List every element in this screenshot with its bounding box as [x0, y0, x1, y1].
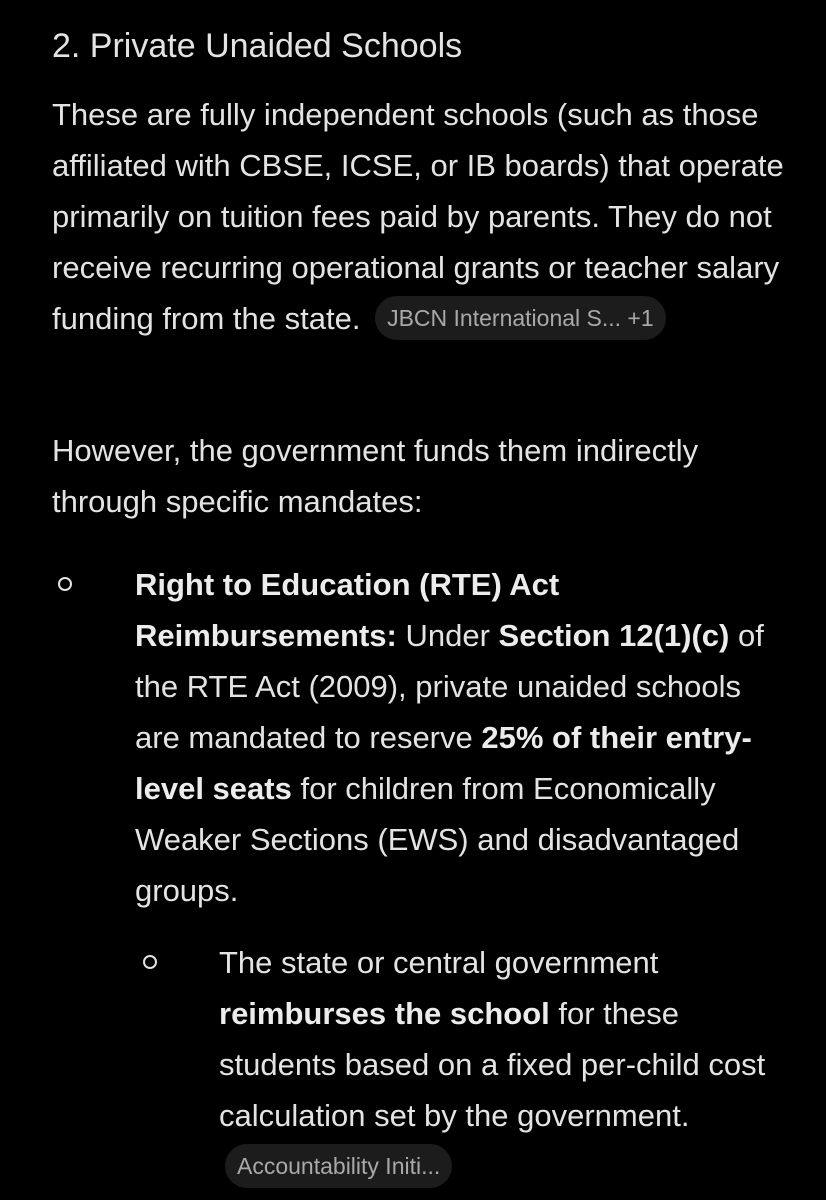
item-text: The state or central government [219, 945, 659, 980]
source-chip-jbcn[interactable]: JBCN International S... +1 [375, 296, 666, 340]
list-item-rte-reimbursements [135, 559, 790, 916]
bold-reimburses: reimburses the school [219, 996, 550, 1031]
paragraph-indirect-funding: However, the government funds them indirectly through specific mandates: [52, 433, 699, 519]
hollow-bullet-icon [58, 577, 72, 591]
bold-quota: 25% of their entry-level seats [135, 720, 752, 806]
item-text: Under [396, 618, 499, 653]
bold-lead: Right to Education (RTE) Act Reimbursements: [135, 567, 560, 653]
bold-section: Section 12(1)(c) [498, 618, 730, 653]
paragraph-funding-model [52, 89, 792, 344]
hollow-bullet-icon [143, 955, 157, 969]
section-heading: 2. Private Unaided Schools [52, 27, 463, 65]
item-text: of the RTE Act (2009), private unaided schools are mandated to reserve [135, 618, 764, 755]
list-item-reimbursement-detail [219, 937, 799, 1192]
source-chip-accountability[interactable]: Accountability Initi... [225, 1144, 452, 1188]
item-text: for children from Economically Weaker Sections (EWS) and disadvantaged groups. [135, 771, 740, 908]
paragraph-text: These are fully independent schools (such as those affiliated with CBSE, ICSE, or IB boards) that operate primarily on tuition fees paid by parents. They do not receive recurring operational grants or teacher salary funding from the state. [52, 97, 784, 336]
item-text: for these students based on a fixed per-child cost calculation set by the government. [219, 996, 766, 1133]
